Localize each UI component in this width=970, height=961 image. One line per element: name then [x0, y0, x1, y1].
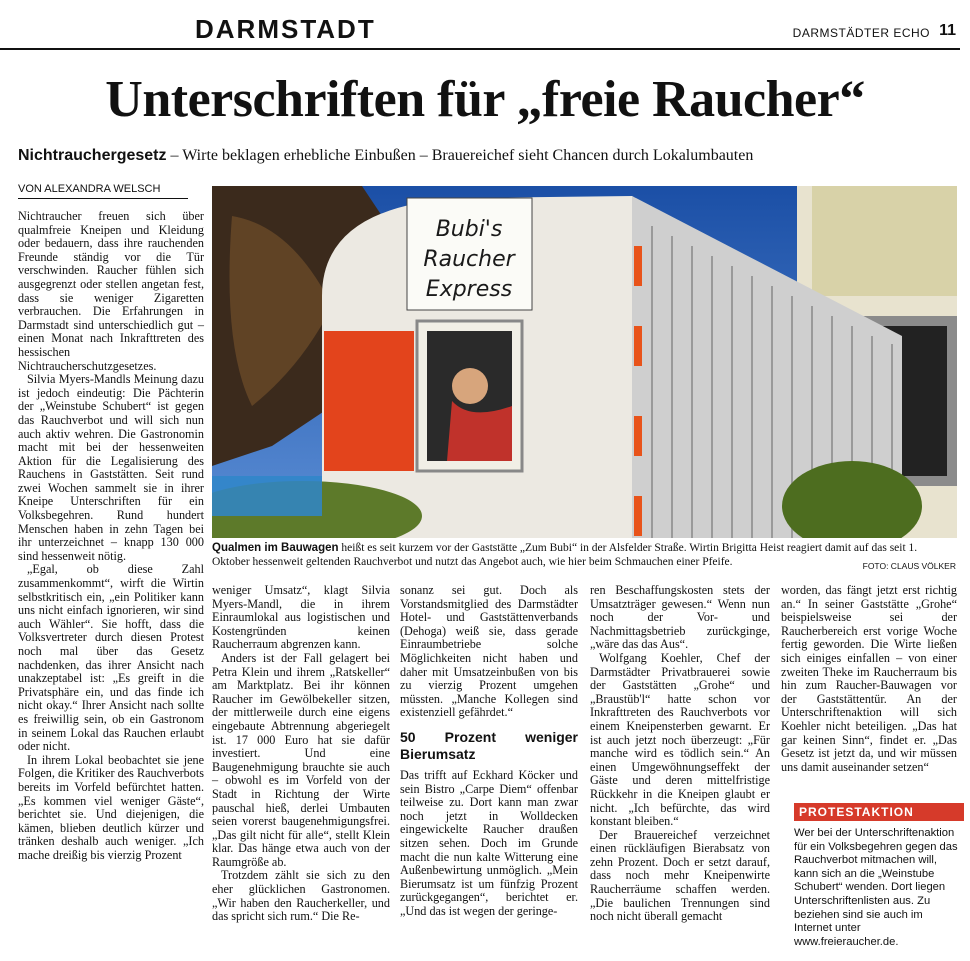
- sign-line-1: Bubi's: [435, 217, 503, 242]
- caption-lead: Qualmen im Bauwagen: [212, 542, 339, 554]
- paragraph: In ihrem Lokal beobachtet sie jene Folgen, die Kritiker des Rauchverbots bereits im Vorfeld befürchtet hatten. „Es kommen viel weniger Gäste“, berichtet sie. Und diejenigen, die kämen, blieben deutlich kürzer und tränken deshalb auch weniger. „Ich mache dreißig bis vierzig Prozent: [18, 752, 204, 862]
- column-3: [400, 584, 578, 918]
- sign-line-2: Raucher: [423, 247, 515, 272]
- byline-rule: [18, 198, 188, 199]
- column-1: [18, 210, 204, 863]
- paragraph: Wolfgang Koehler, Chef der Darmstädter Privatbrauerei sowie der Gaststätten „Grohe“ und „Braustüb'l“ hatte schon vor Inkrafttreten des Rauchverbots vor einem Kneipensterben gewarnt. Er ist auch jetzt noch überzeugt: „Für manche wird es tödlich sein.“ An einen Umgewöhnungseffekt der Gäste und deren mittelfristige Rückkehr in die Kneipen glaubt er nicht. „Ich befürchte, das wird konstant bleiben.“: [590, 650, 770, 829]
- info-box-text: Wer bei der Unterschriftenaktion für ein Volksbegehren gegen das Rauchverbot mitmachen will, kann sich an die „Weinstube Schubert“ wenden. Dort liegen Unterschriftenlisten aus. Zu beziehen sind sie auch im Internet unter www.freieraucher.de.: [794, 827, 958, 948]
- paragraph: Der Brauereichef verzeichnet einen rückläufigen Bierabsatz von zehn Prozent. Doch er setzt darauf, dass noch mehr Kneipenwirte Raucherräume schaffen werden. „Die baulichen Trennungen sind noch nicht überall gemacht: [590, 827, 770, 924]
- kicker: Nichtrauchergesetz: [18, 147, 167, 164]
- paragraph: Trotzdem zählt sie sich zu den eher glücklichen Gastronomen. „Wir haben den Raucherkeller, und das spricht sich rum.“ Die Re-: [212, 868, 390, 924]
- subline-text: – Wirte beklagen erhebliche Einbußen – Brauereichef sieht Chancen durch Lokalumbauten: [166, 147, 754, 164]
- section-title: DARMSTADT: [195, 14, 376, 44]
- paragraph: Nichtraucher freuen sich über qualmfreie Kneipen und Kleidung oder bedauern, dass ihre rauchenden Freunde ständig vor die Tür verschwinden. Raucher fühlen sich ausgegrenzt oder stellen angetan fest, dass sie weniger Zigaretten verbrauchen. Die Erfahrungen in Darmstadt sind unterschiedlich gut – einen Monat nach Inkrafttreten des hessischen Nichtraucherschutzgesetzes.: [18, 209, 204, 373]
- sign-line-3: Express: [425, 277, 513, 302]
- paragraph: Das trifft auf Eckhard Köcker und sein Bistro „Carpe Diem“ offenbar teilweise zu. Dort kann man zwar noch jetzt in Wolldecken eingewickelte Raucher draußen sitzen sehen. Doch im Grunde macht die nun kalte Witterung eine Außenbewirtung unmöglich. „Mein Bierumsatz ist um fünfzig Prozent zurückgegangen“, berichtet er. „Und das ist wegen der geringe-: [400, 767, 578, 918]
- paragraph: worden, das fängt jetzt erst richtig an.“ In seiner Gaststätte „Grohe“ beispielsweise sei der Raucherbereich erst vorige Woche fertig geworden. Die Wirte ließen sich einiges einfallen – von einer zweiten Theke im Raucherraum bis hin zum Raucher-Bauwagen vor der Gaststättentür. An der Unterschriftenaktion will sich Koehler nicht beteiligen. „Das hat gar keinen Sinn“, findet er. „Das Gesetz ist jetzt da, und wir müssen uns damit auseinander setzen“: [781, 583, 957, 774]
- paragraph: „Egal, ob diese Zahl zusammenkommt“, wirft die Wirtin selbstkritisch ein, „ein Politiker kann uns nicht einfach ignorieren, wir sind auch Wähler“. Sie hofft, dass die Volksvertreter durch diesen Protest noch mal über das Gesetz nachdenken, das ihrer Ansicht nach unakzeptabel ist: „Es greift in die Privatsphäre ein, und das finde ich nicht okay.“ Ihrer Ansicht nach sollte es freiwillig sein, ob ein Gastronom in seinem Lokal das Rauchen erlaubt oder nicht.: [18, 562, 204, 754]
- info-box-title: PROTESTAKTION: [794, 803, 964, 821]
- paragraph: ren Beschaffungskosten stets der Umsatzträger gewesen.“ Wenn nun noch der Vor- und Nachmittagsbetrieb zurückginge, „wäre das das Aus“.: [590, 583, 770, 652]
- newspaper-name: DARMSTÄDTER ECHO: [792, 26, 930, 40]
- subheading: 50 Prozent weniger Bierumsatz: [400, 728, 578, 762]
- page-number: 11: [939, 22, 956, 39]
- headline: Unterschriften für „freie Raucher“: [105, 71, 865, 128]
- paragraph: weniger Umsatz“, klagt Silvia Myers-Mandl, die in ihrem Einraumlokal aus logistischen und Kostengründen keinen Raucherraum abgrenzen kann.: [212, 583, 390, 652]
- photo-caption: [212, 541, 957, 569]
- column-4: [590, 584, 770, 924]
- column-5: [781, 584, 957, 774]
- info-box: [794, 803, 959, 949]
- wagon-photo-illustration: [212, 186, 957, 538]
- subheadline: [18, 147, 753, 165]
- column-2: [212, 584, 390, 924]
- paragraph: Anders ist der Fall gelagert bei Petra Klein und ihrem „Ratskeller“ am Marktplatz. Bei ihr können Raucher im Gewölbekeller sitzen, der mittlerweile durch eine eigens eingebaute Abtrennung abgeriegelt ist. 17 000 Euro hat sie dafür investiert. Und eine Baugenehmigung brauchte sie auch – obwohl es im Vorfeld von der Stadt in Richtung der Wirte pauschal hieß, derlei Umbauten seien vorerst baugenehmigungsfrei. „Das gilt nicht für alle“, stellt Klein klar. Das hänge etwa auch von der Raumgröße ab.: [212, 650, 390, 869]
- byline: VON ALEXANDRA WELSCH: [18, 183, 161, 195]
- photo-smoking-wagon: [212, 186, 957, 538]
- paragraph: sonanz sei gut. Doch als Vorstandsmitglied des Darmstädter Hotel- und Gaststättenverbands (Dehoga) weiß sie, dass gerade Einraumbetriebe solche Möglichkeiten nicht haben und daher mit Umsatzeinbußen von bis zu vierzig Prozent umgehen müssten. „Manche Kollegen sind existenziell gefährdet.“: [400, 583, 578, 720]
- photo-credit: FOTO: CLAUS VÖLKER: [862, 561, 956, 571]
- caption-text: heißt es seit kurzem vor der Gaststätte „Zum Bubi“ in der Alsfelder Straße. Wirtin Brigitta Heist reagiert damit auf das seit 1. Oktober hessenweit geltenden Rauchverbot und nutzt das Angebot auch, wie hier beim Schmauchen einer Pfeife.: [212, 542, 918, 568]
- header-rule: [0, 48, 960, 50]
- paragraph: Silvia Myers-Mandls Meinung dazu ist jedoch eindeutig: Die Pächterin der „Weinstube Schubert“ ist gegen das Rauchverbot und will sich nun auch aktiv wehren. Die Gastronomin macht mit bei der hessenweiten Aktion für die Legalisierung des Rauchens in Gaststätten. Seit rund zwei Wochen sammelt sie in ihrer Kneipe Unterschriften für ein Volksbegehren. Rund hundert Menschen haben in zehn Tagen bei ihr unterzeichnet – knapp 130 000 sind hessenweit nötig.: [18, 372, 204, 563]
